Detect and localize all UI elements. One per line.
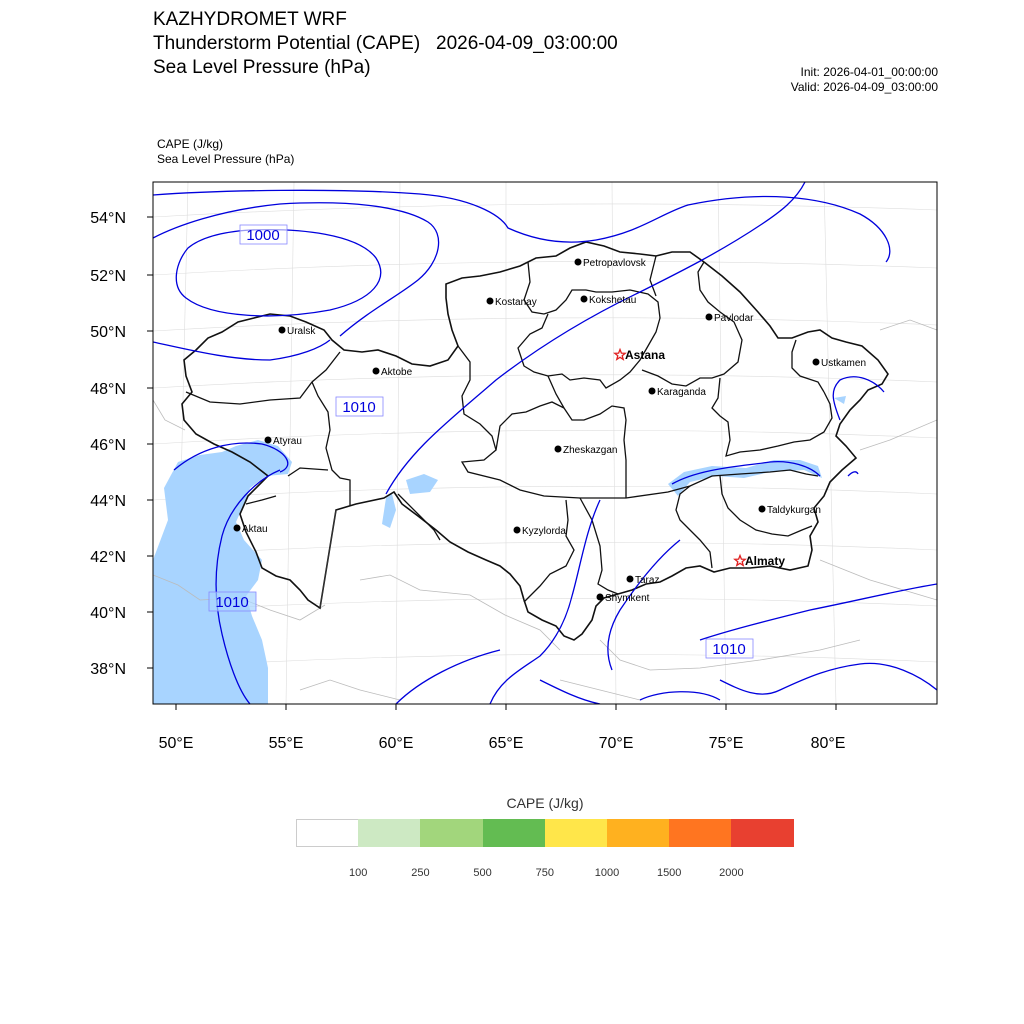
- lat-label: 40°N: [90, 605, 126, 622]
- city-label: Atyrau: [273, 436, 302, 447]
- city-label: Almaty: [745, 554, 786, 568]
- title-field-name: Thunderstorm Potential (CAPE): [153, 33, 421, 54]
- city-label: Kyzylorda: [522, 526, 566, 537]
- city-label: Karaganda: [657, 387, 706, 398]
- lon-label: 50°E: [158, 735, 194, 752]
- city-label: Astana: [625, 348, 666, 362]
- valid-time: Valid: 2026-04-09_03:00:00: [790, 80, 938, 94]
- colorbar-label: 1000: [594, 867, 620, 879]
- lat-label: 52°N: [90, 268, 126, 285]
- lon-label: 65°E: [488, 735, 524, 752]
- lat-label: 38°N: [90, 661, 126, 678]
- lat-label: 48°N: [90, 381, 126, 398]
- init-time: Init: 2026-04-01_00:00:00: [800, 65, 938, 79]
- city-dot-icon: [597, 594, 604, 601]
- isobar-label: 1010: [712, 641, 746, 658]
- isobar-label: 1010: [215, 594, 249, 611]
- city-dot-icon: [279, 327, 286, 334]
- lon-label: 70°E: [598, 735, 634, 752]
- isobar-label: 1010: [342, 399, 376, 416]
- city-dot-icon: [581, 296, 588, 303]
- city-dot-icon: [487, 298, 494, 305]
- city-petropavlovsk: [575, 258, 647, 269]
- city-label: Pavlodar: [714, 313, 754, 324]
- city-label: Taraz: [635, 575, 660, 586]
- city-kyzylorda: [514, 526, 567, 537]
- city-label: Taldykurgan: [767, 505, 821, 516]
- city-dot-icon: [555, 446, 562, 453]
- colorbar-swatch: [358, 819, 421, 847]
- city-label: Shymkent: [605, 593, 650, 604]
- city-label: Uralsk: [287, 326, 316, 337]
- lat-labels: [90, 210, 126, 678]
- city-ustkamen: [813, 358, 867, 369]
- colorbar-swatch: [420, 819, 483, 847]
- city-label: Aktau: [242, 524, 268, 535]
- city-dot-icon: [813, 359, 820, 366]
- title-field-time: 2026-04-09_03:00:00: [436, 33, 618, 54]
- city-taldykurgan: [759, 505, 821, 516]
- lat-label: 54°N: [90, 210, 126, 227]
- city-dot-icon: [759, 506, 766, 513]
- lon-labels: [159, 735, 846, 752]
- lon-label: 75°E: [708, 735, 744, 752]
- city-label: Zheskazgan: [563, 445, 618, 456]
- colorbar-swatch: [607, 819, 670, 847]
- colorbar-swatch: [545, 819, 608, 847]
- city-dot-icon: [234, 525, 241, 532]
- city-shymkent: [597, 593, 650, 604]
- lat-label: 50°N: [90, 324, 126, 341]
- colorbar-swatch: [483, 819, 546, 847]
- city-dot-icon: [575, 259, 582, 266]
- city-kostanay: [487, 297, 537, 308]
- colorbar-title: CAPE (J/kg): [506, 795, 584, 811]
- city-kokshetau: [581, 295, 637, 306]
- city-label: Kokshetau: [589, 295, 637, 306]
- isobar-label: 1000: [246, 227, 280, 244]
- colorbar-label: 750: [535, 867, 554, 879]
- lat-label: 42°N: [90, 549, 126, 566]
- city-label: Ustkamen: [821, 358, 867, 369]
- colorbar-label: 250: [411, 867, 430, 879]
- lon-label: 60°E: [378, 735, 414, 752]
- city-dot-icon: [265, 437, 272, 444]
- colorbar-swatch: [669, 819, 732, 847]
- map-frame-background: [153, 182, 937, 704]
- colorbar-label: 1500: [656, 867, 682, 879]
- colorbar-swatch: [731, 819, 794, 847]
- lon-label: 80°E: [810, 735, 846, 752]
- colorbar-swatch: [296, 819, 359, 847]
- city-label: Aktobe: [381, 367, 413, 378]
- lat-label: 46°N: [90, 437, 126, 454]
- colorbar-label: 100: [349, 867, 368, 879]
- lon-label: 55°E: [268, 735, 304, 752]
- subtitle-slp: Sea Level Pressure (hPa): [157, 152, 295, 166]
- colorbar-label: 2000: [719, 867, 744, 879]
- city-karaganda: [649, 387, 707, 398]
- city-zheskazgan: [555, 445, 618, 456]
- city-dot-icon: [649, 388, 656, 395]
- title-overlay: Sea Level Pressure (hPa): [153, 57, 371, 78]
- subtitle-cape: CAPE (J/kg): [157, 137, 224, 151]
- city-dot-icon: [706, 314, 713, 321]
- city-dot-icon: [373, 368, 380, 375]
- city-label: Petropavlovsk: [583, 258, 646, 269]
- city-dot-icon: [514, 527, 521, 534]
- title-model: KAZHYDROMET WRF: [153, 9, 347, 30]
- city-label: Kostanay: [495, 297, 537, 308]
- lat-label: 44°N: [90, 493, 126, 510]
- colorbar-label: 500: [473, 867, 492, 879]
- city-dot-icon: [627, 576, 634, 583]
